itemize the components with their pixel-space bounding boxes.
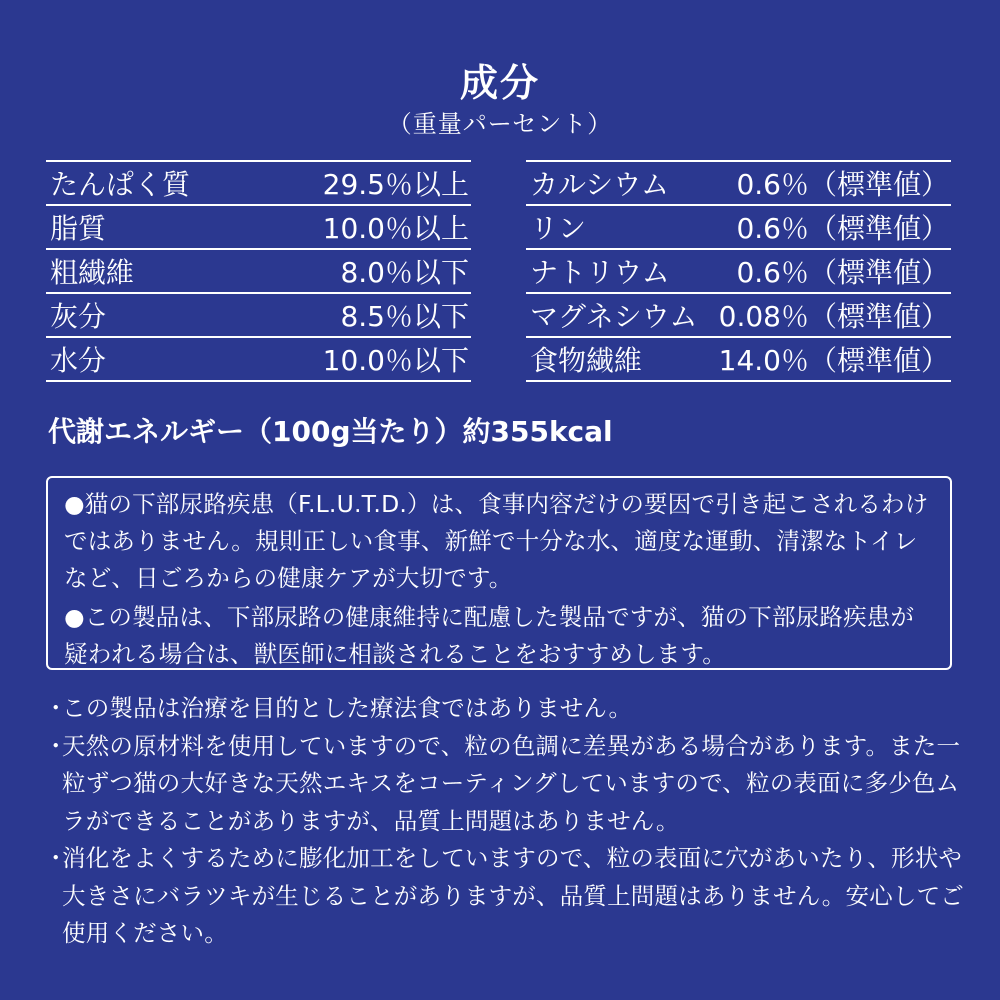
nutrient-name: 脂質 — [50, 212, 107, 245]
page-subtitle: （重量パーセント） — [387, 110, 613, 138]
page-title: 成分 — [459, 61, 540, 105]
nutrient-name: カルシウム — [530, 168, 670, 201]
nutrient-row — [46, 250, 471, 294]
nutrient-name: 灰分 — [50, 300, 107, 333]
nutrient-value: 0.08％（標準値） — [718, 300, 949, 333]
energy-info: 代謝エネルギー（100g当たり）約355kcal — [48, 415, 613, 448]
nutrient-value: 0.6％（標準値） — [736, 168, 949, 201]
note-text: 天然の原材料を使用していますので、粒の色調に差異がある場合があります。また一粒ずつ猫の大好きな天然エキスをコーティングしていますので、粒の表面に多少色ムラができることがありますが、品質上問題はありません。 — [62, 731, 961, 835]
nutrient-row — [46, 338, 471, 382]
nutrient-value: 8.5％以下 — [340, 300, 469, 333]
nutrient-name: ナトリウム — [530, 256, 670, 289]
note-bullet: ・ — [44, 731, 68, 760]
nutrient-name: 粗繊維 — [50, 256, 135, 289]
note-bullet: ・ — [44, 844, 68, 872]
nutrient-value: 0.6％（標準値） — [736, 256, 949, 289]
nutrient-row — [526, 338, 951, 382]
nutrient-name: 食物繊維 — [530, 344, 643, 377]
nutrient-row — [526, 294, 951, 338]
nutrient-row — [526, 162, 951, 206]
note-text: この製品は治療を目的とした療法食ではありません。 — [62, 694, 633, 722]
note-bullet: ・ — [44, 694, 68, 722]
nutrient-name: リン — [530, 212, 587, 245]
nutrient-row — [46, 162, 471, 206]
nutrient-value: 8.0％以下 — [340, 256, 469, 289]
list-item — [44, 840, 964, 953]
nutrient-row — [46, 206, 471, 250]
nutrient-value: 10.0％以下 — [322, 344, 469, 377]
nutrient-name: 水分 — [50, 344, 107, 377]
nutrient-row — [46, 294, 471, 338]
nutrient-name: マグネシウム — [530, 300, 698, 333]
list-item — [44, 690, 964, 728]
nutrient-value: 14.0％（標準値） — [718, 344, 949, 377]
nutrient-table-left — [46, 160, 471, 382]
notice-box — [46, 476, 952, 670]
note-text: 消化をよくするために膨化加工をしていますので、粒の表面に穴があいたり、形状や大きさにバラツキが生じることがありますが、品質上問題はありません。安心してご使用ください。 — [62, 844, 965, 947]
nutrient-row — [526, 206, 951, 250]
nutrient-value: 0.6％（標準値） — [736, 212, 949, 245]
nutrient-table-right — [526, 160, 951, 382]
nutrient-row — [526, 250, 951, 294]
notice-paragraph: ●猫の下部尿路疾患（F.L.U.T.D.）は、食事内容だけの要因で引き起こされるわけではありません。規則正しい食事、新鮮で十分な水、適度な運動、清潔なトイレなど、日ごろからの健康ケアが大切です。 — [64, 490, 929, 592]
nutrient-value: 10.0％以上 — [322, 212, 469, 245]
list-item — [44, 728, 964, 841]
notice-paragraph: ●この製品は、下部尿路の健康維持に配慮した製品ですが、猫の下部尿路疾患が疑われる場合は、獣医師に相談されることをおすすめします。 — [64, 603, 915, 668]
notes-list — [44, 690, 964, 953]
nutrient-value: 29.5％以上 — [322, 168, 469, 201]
nutrient-name: たんぱく質 — [50, 168, 191, 201]
